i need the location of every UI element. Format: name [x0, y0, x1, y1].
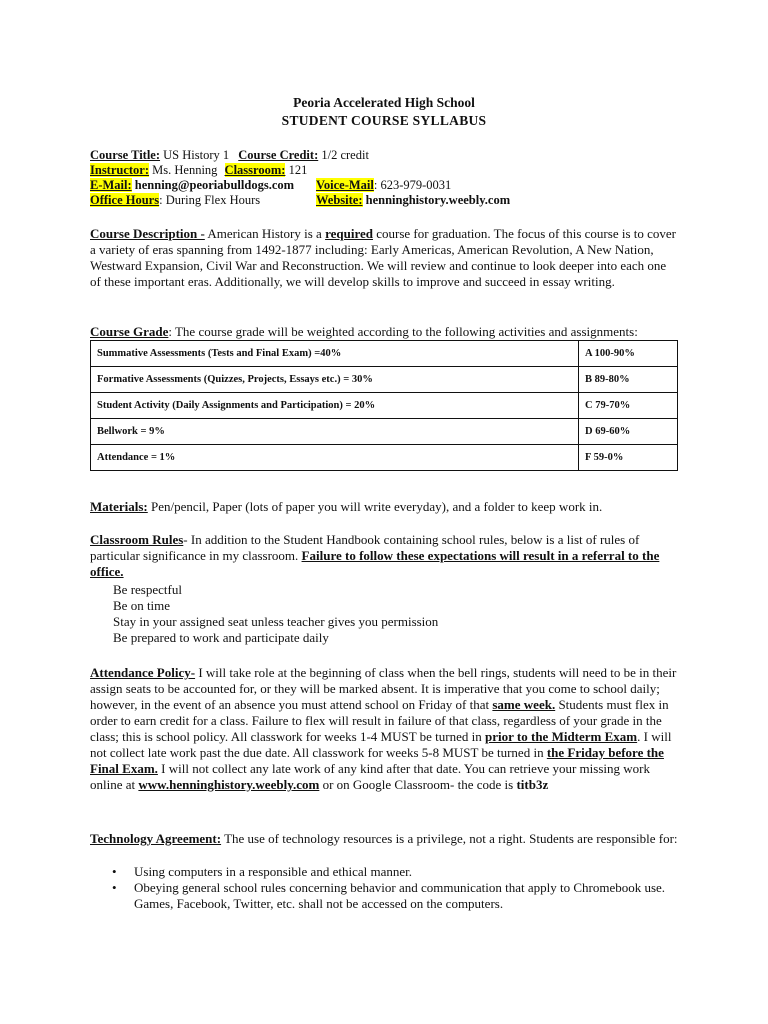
list-item: Stay in your assigned seat unless teacher gives you permission	[113, 614, 439, 629]
instructor-row	[90, 163, 307, 178]
midterm-deadline: prior to the Midterm Exam	[485, 729, 638, 744]
grade-item: Summative Assessments (Tests and Final Exam) =40%	[91, 341, 579, 367]
attendance-policy-heading: Attendance Policy-	[90, 665, 196, 680]
course-grade-text: : The course grade will be weighted according to the following activities and assignments:	[168, 324, 638, 339]
grade-scale: B 89-80%	[579, 367, 678, 393]
table-row	[91, 367, 678, 393]
website-label: Website:	[316, 193, 363, 207]
classroom-rules	[90, 532, 682, 580]
email-label: E-Mail:	[90, 178, 132, 192]
list-item	[108, 880, 683, 912]
grade-item: Student Activity (Daily Assignments and Participation) = 20%	[91, 393, 579, 419]
website-link[interactable]: www.henninghistory.weebly.com	[138, 777, 320, 792]
attendance-text-5: or on Google Classroom- the code is	[319, 777, 517, 792]
grade-scale: A 100-90%	[579, 341, 678, 367]
technology-agreement	[90, 831, 680, 847]
list-item	[108, 864, 683, 880]
grade-scale: C 79-70%	[579, 393, 678, 419]
materials-text: Pen/pencil, Paper (lots of paper you will write everyday), and a folder to keep work in.	[147, 499, 603, 514]
attendance-text-1: I will take role at the beginning of class when the bell rings, students will need to be in their assign seats to be accounted for, or they will be marked absent. It is imperative that you come to school daily; however, in the event of an absence you must attend school on Friday of that	[90, 665, 677, 712]
email-row	[90, 178, 510, 193]
required-emphasis: required	[325, 226, 373, 241]
list-item: Be on time	[113, 598, 171, 613]
table-row	[91, 419, 678, 445]
grade-weighting-table	[90, 340, 678, 471]
table-row	[91, 341, 678, 367]
school-name: Peoria Accelerated High School	[293, 95, 475, 110]
grade-item: Bellwork = 9%	[91, 419, 579, 445]
course-grade-intro	[90, 324, 690, 340]
attendance-text-2: Students must flex in order to earn credit for a class. Failure to flex will result in failure of that class, regardless of your grade in the class; this is school policy. All classwork for weeks 1-4 MUST be turned in	[90, 697, 669, 744]
list-item: Be respectful	[113, 582, 182, 597]
bullet-icon: •	[112, 880, 117, 895]
grade-scale: D 69-60%	[579, 419, 678, 445]
grade-item: Formative Assessments (Quizzes, Projects, Essays etc.) = 30%	[91, 367, 579, 393]
technology-agreement-text: The use of technology resources is a privilege, not a right. Students are responsible for:	[221, 831, 678, 846]
classroom-code: titb3z	[516, 777, 549, 792]
website-value[interactable]: henninghistory.weebly.com	[362, 193, 511, 207]
office-hours-value: : During Flex Hours	[159, 193, 261, 207]
list-item-text: Obeying general school rules concerning behavior and communication that apply to Chromebook use. Games, Facebook, Twitter, etc. shall not be accessed on the computers.	[134, 880, 666, 911]
course-title-label: Course Title:	[90, 148, 161, 162]
referral-warning: Failure to follow these expectations will result in a referral to the office.	[90, 548, 660, 579]
materials	[90, 499, 690, 515]
email-value[interactable]: henning@peoriabulldogs.com	[131, 178, 295, 192]
attendance-text-4: I will not collect any late work of any kind after that date. You can retrieve your missing work online at	[90, 761, 650, 792]
table-row	[91, 393, 678, 419]
rules-list	[113, 582, 438, 646]
course-title-row	[90, 148, 369, 163]
classroom-rules-text: - In addition to the Student Handbook containing school rules, below is a list of rules of particular significance in my classroom.	[90, 532, 640, 563]
attendance-text-3: . I will not collect late work past the due date. All classwork for weeks 5-8 MUST be turned in	[90, 729, 672, 760]
office-hours-label: Office Hours	[90, 193, 160, 207]
same-week-emphasis: same week.	[492, 697, 556, 712]
document-title: STUDENT COURSE SYLLABUS	[281, 113, 487, 128]
bullet-icon: •	[112, 864, 117, 879]
final-deadline: the Friday before the Final Exam.	[90, 745, 664, 776]
table-row	[91, 445, 678, 471]
classroom-value: 121	[285, 163, 308, 177]
course-description-heading: Course Description -	[90, 226, 205, 241]
voicemail-value: : 623-979-0031	[373, 178, 452, 192]
technology-agreement-heading: Technology Agreement:	[90, 831, 222, 846]
instructor-label: Instructor:	[90, 163, 150, 177]
grade-item: Attendance = 1%	[91, 445, 579, 471]
technology-list	[108, 864, 683, 912]
classroom-label: Classroom:	[224, 163, 286, 177]
course-grade-heading: Course Grade	[90, 324, 169, 339]
instructor-value: Ms. Henning	[149, 163, 218, 177]
classroom-rules-heading: Classroom Rules	[90, 532, 184, 547]
list-item-text: Using computers in a responsible and ethical manner.	[134, 864, 412, 879]
course-credit-value: 1/2 credit	[318, 148, 369, 162]
course-title-value: US History 1	[160, 148, 230, 162]
voicemail-label: Voice-Mail	[316, 178, 374, 192]
materials-heading: Materials:	[90, 499, 148, 514]
attendance-policy	[90, 665, 680, 793]
office-hours-row	[90, 193, 510, 208]
list-item: Be prepared to work and participate daily	[113, 630, 329, 645]
grade-scale: F 59-0%	[579, 445, 678, 471]
course-credit-label: Course Credit:	[238, 148, 319, 162]
course-description-text-2: course for graduation. The focus of this course is to cover a variety of eras spanning from 1492-1877 including: Early Americas, American Revolution, A New Nation, Westward Expansion, Civil War and Reconstruction. We will review and continue to look deeper into each one of these important eras. Additionally, we will develop skills to improve and succeed in essay writing.	[90, 226, 676, 289]
course-description	[90, 226, 680, 290]
course-description-text-1: American History is a	[204, 226, 326, 241]
